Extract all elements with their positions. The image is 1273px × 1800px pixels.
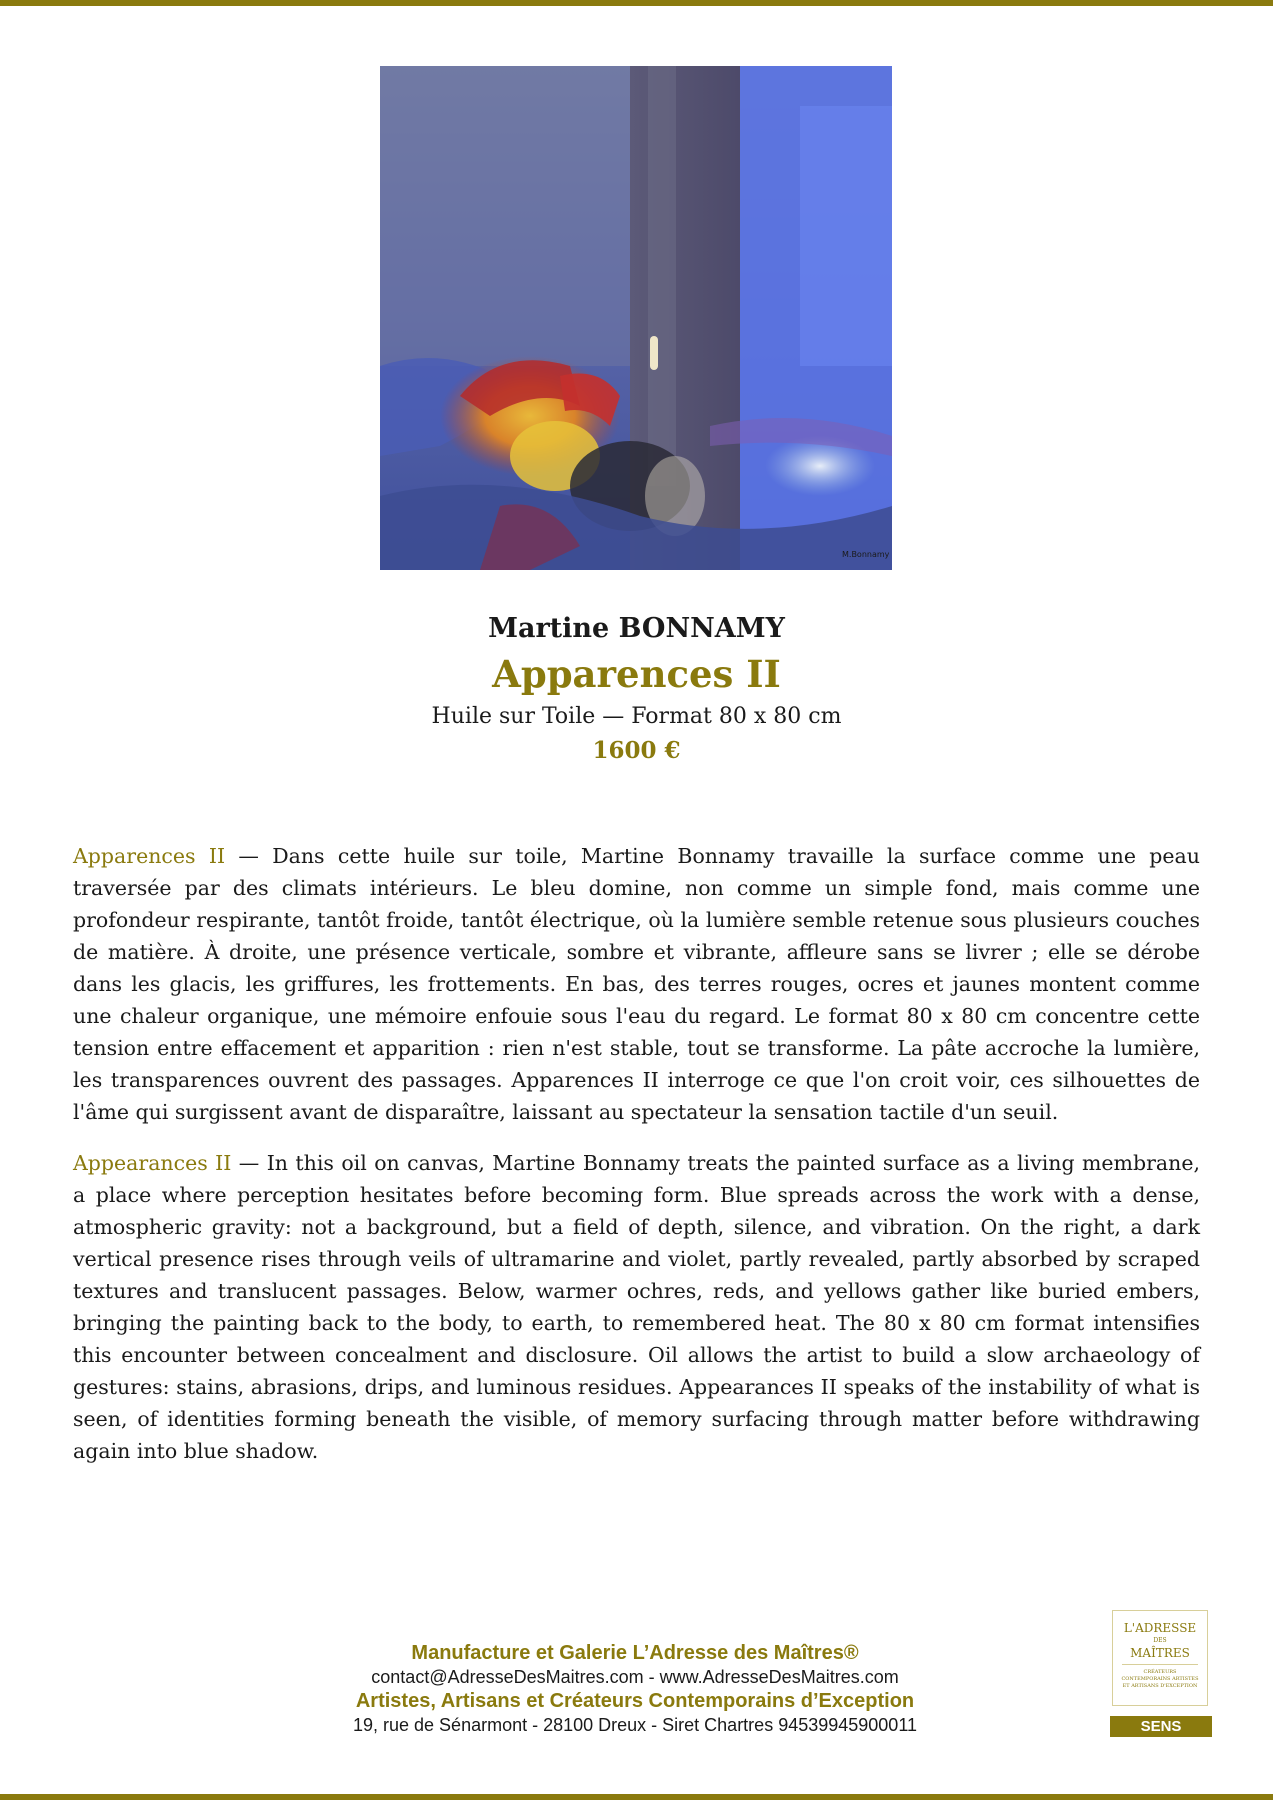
footer-address: 19, rue de Sénarmont - 28100 Dreux - Siret Chartres 94539945900011: [352, 1715, 918, 1735]
artwork-medium: Huile sur Toile — Format 80 x 80 cm: [431, 704, 842, 729]
logo-line-1: L'ADRESSE: [1123, 1621, 1197, 1635]
footer: [290, 1641, 980, 1737]
description-fr: [73, 840, 1200, 1128]
logo-line-3: MAÎTRES: [1130, 1646, 1190, 1660]
description-fr-text: — Dans cette huile sur toile, Martine Bonnamy travaille la surface comme une peau traversée par des climats intérieurs. Le bleu domine, non comme un simple fond, mais comme une profondeur respirante, tantôt froide, tantôt électrique, où la lumière semble retenue sous plusieurs couches de matière. À droite, une présence verticale, sombre et vibrante, affleure sans se livrer ; elle se dérobe dans les glacis, les griffures, les frottements. En bas, des terres rouges, ocres et jaunes montent comme une chaleur organique, une mémoire enfouie sous l'eau du regard. Le format 80 x 80 cm concentre cette tension entre effacement et apparition : rien n'est stable, tout se transforme. La pâte accroche la lumière, les transparences ouvrent des passages. Apparences II interroge ce que l'on croit voir, ces silhouettes de l'âme qui surgissent avant de disparaître, laissant au spectateur la sensation tactile d'un seuil.: [73, 844, 1200, 1124]
logo-line-2: DES: [1153, 1637, 1167, 1644]
sens-badge: SENS: [1110, 1716, 1212, 1737]
gallery-logo: [1112, 1610, 1208, 1706]
footer-tagline: Artistes, Artisans et Créateurs Contemporains d’Exception: [355, 1690, 915, 1712]
description-en-lead: Appearances II: [73, 1151, 232, 1175]
description-en-text: — In this oil on canvas, Martine Bonnamy treats the painted surface as a living membrane, a place where perception hesitates before becoming form. Blue spreads across the work with a dense, atmospheric gravity: not a background, but a field of depth, silence, and vibration. On the right, a dark vertical presence rises through veils of ultramarine and violet, partly revealed, partly absorbed by scraped textures and translucent passages. Below, warmer ochres, reds, and yellows gather like buried embers, bringing the painting back to the body, to earth, to remembered heat. The 80 x 80 cm format intensifies this encounter between concealment and disclosure. Oil allows the artist to build a slow archaeology of gestures: stains, abrasions, drips, and luminous residues. Appearances II speaks of the instability of what is seen, of identities forming beneath the visible, of memory surfacing through matter before withdrawing again into blue shadow.: [73, 1151, 1200, 1463]
painting-signature: M.Bonnamy: [842, 550, 890, 559]
description-en: [73, 1147, 1200, 1467]
top-rule: [0, 0, 1273, 6]
logo-divider: [1122, 1664, 1198, 1665]
artwork-title: Apparences II: [492, 652, 781, 696]
artwork-image: [380, 66, 892, 570]
footer-contact[interactable]: contact@AdresseDesMaitres.com - www.AdresseDesMaitres.com: [371, 1667, 899, 1687]
bottom-rule: [0, 1794, 1273, 1800]
footer-gallery: Manufacture et Galerie L’Adresse des Maîtres®: [411, 1642, 859, 1664]
painting-graphic: [380, 66, 892, 570]
artist-name: Martine BONNAMY: [488, 613, 785, 644]
logo-line-4: CRÉATEURS CONTEMPORAINS ARTISTES ET ARTISANS D'EXCEPTION: [1121, 1669, 1199, 1689]
description-fr-lead: Apparences II: [73, 844, 226, 868]
artwork-price: 1600 €: [592, 737, 681, 764]
